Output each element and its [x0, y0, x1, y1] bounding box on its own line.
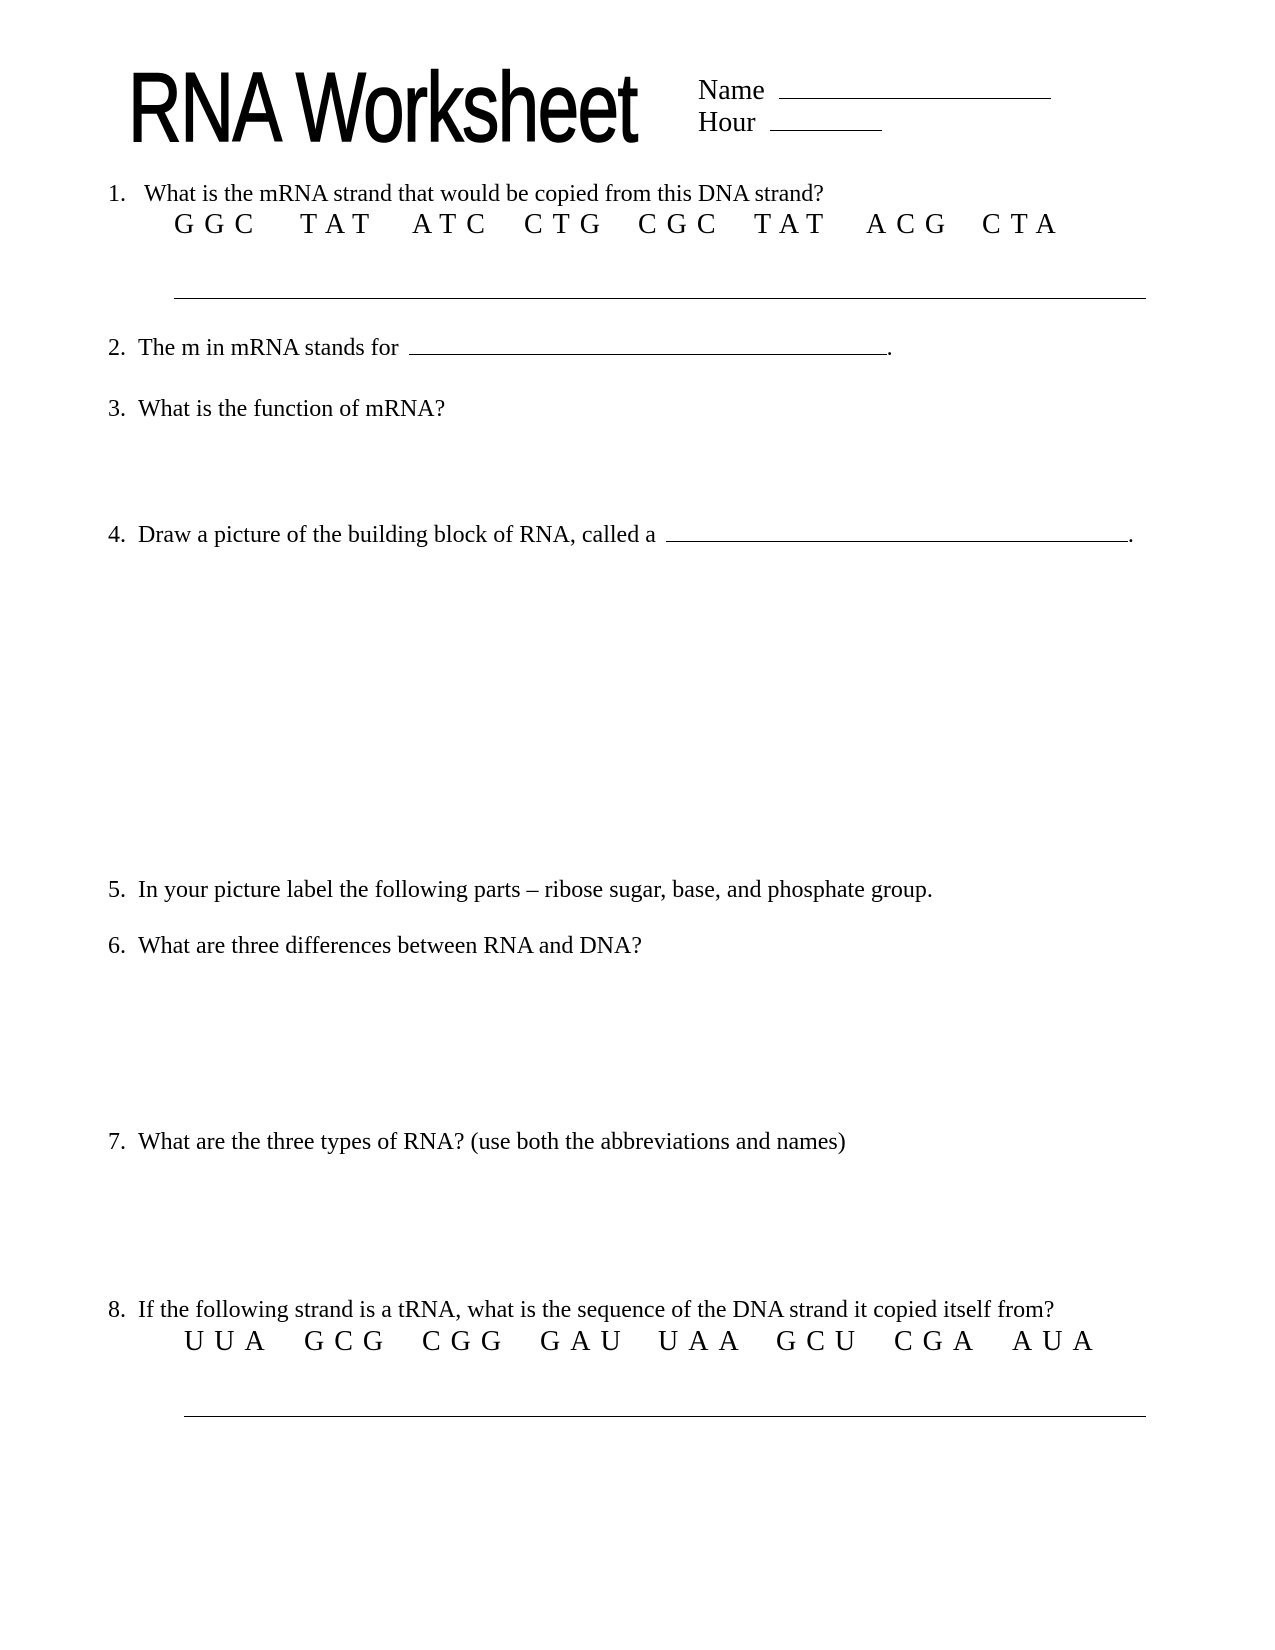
- codon: ACG: [866, 209, 956, 240]
- mrna-meaning-blank[interactable]: [409, 336, 887, 355]
- codon: GAU: [540, 1326, 631, 1357]
- question-number: 1.: [108, 181, 126, 207]
- answer-line-8[interactable]: [184, 1416, 1146, 1417]
- question-number: 8.: [108, 1297, 126, 1323]
- question-text: If the following strand is a tRNA, what is the sequence of the DNA strand it copied itself from?: [138, 1297, 1055, 1323]
- question-8: [108, 1298, 1054, 1322]
- question-text: In your picture label the following parts – ribose sugar, base, and phosphate group.: [138, 877, 933, 903]
- codon: UUA: [184, 1326, 275, 1357]
- question-text: The m in mRNA stands for: [138, 335, 399, 361]
- question-suffix: .: [1127, 522, 1134, 548]
- codon: GCG: [304, 1326, 394, 1357]
- question-5: [108, 878, 933, 902]
- name-label: Name: [698, 75, 765, 106]
- codon: CTA: [982, 209, 1066, 240]
- question-3: [108, 397, 445, 421]
- question-2: [108, 336, 893, 360]
- question-number: 7.: [108, 1129, 126, 1155]
- name-blank[interactable]: [779, 76, 1051, 99]
- building-block-blank[interactable]: [666, 523, 1128, 542]
- question-7: [108, 1130, 846, 1154]
- codon: AUA: [1012, 1326, 1103, 1357]
- question-text: What is the mRNA strand that would be copied from this DNA strand?: [144, 181, 824, 207]
- question-number: 5.: [108, 877, 126, 903]
- question-number: 3.: [108, 396, 126, 422]
- codon: UAA: [658, 1326, 749, 1357]
- codon: GCU: [776, 1326, 866, 1357]
- hour-field: [698, 108, 882, 137]
- question-number: 4.: [108, 522, 126, 548]
- question-text: What are three differences between RNA and DNA?: [138, 933, 642, 959]
- codon: CTG: [524, 209, 610, 240]
- question-suffix: .: [886, 335, 893, 361]
- codon: TAT: [754, 209, 834, 240]
- question-4: [108, 523, 1134, 547]
- hour-blank[interactable]: [770, 108, 882, 131]
- answer-line-1[interactable]: [174, 298, 1146, 299]
- question-1: [108, 182, 824, 206]
- trna-strand: [184, 1328, 1102, 1356]
- name-field: [698, 76, 1051, 105]
- codon: CGA: [894, 1326, 984, 1357]
- question-number: 2.: [108, 335, 126, 361]
- question-6: [108, 934, 642, 958]
- hour-label: Hour: [698, 107, 756, 138]
- dna-strand: [174, 211, 1082, 239]
- question-text: What is the function of mRNA?: [138, 396, 446, 422]
- page-title: RNA Worksheet: [128, 52, 637, 162]
- codon: ATC: [412, 209, 495, 240]
- question-number: 6.: [108, 933, 126, 959]
- codon: CGC: [638, 209, 726, 240]
- codon: CGG: [422, 1326, 512, 1357]
- codon: GGC: [174, 209, 264, 240]
- codon: TAT: [300, 209, 380, 240]
- question-text: Draw a picture of the building block of RNA, called a: [138, 522, 656, 548]
- question-text: What are the three types of RNA? (use both the abbreviations and names): [138, 1129, 846, 1155]
